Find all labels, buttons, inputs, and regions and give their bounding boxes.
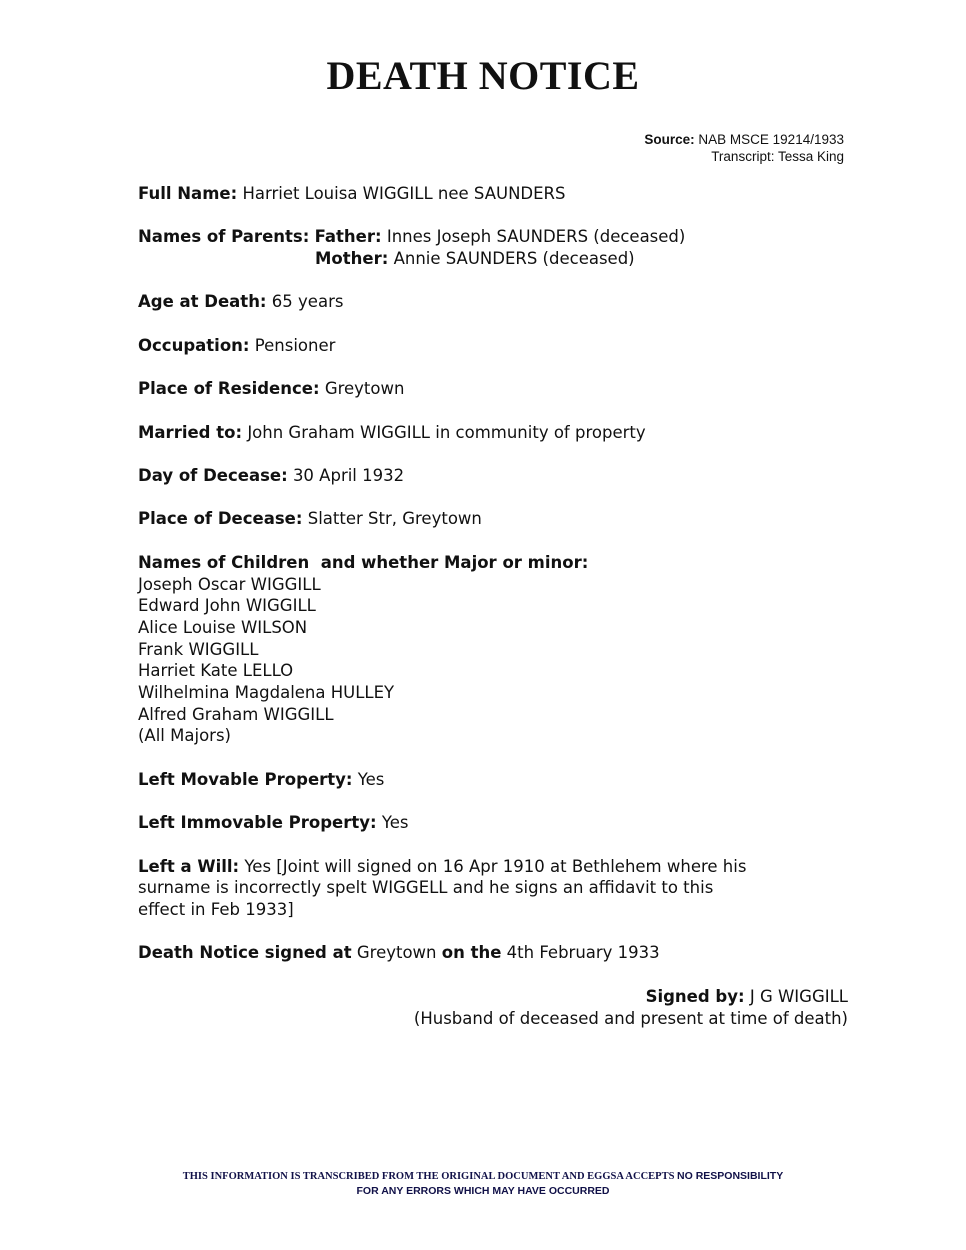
father-label: Father:: [314, 227, 382, 247]
father-value: Innes Joseph SAUNDERS (deceased): [386, 227, 686, 247]
immovable-value: Yes: [381, 813, 409, 833]
disclaimer-text-a: THIS INFORMATION IS TRANSCRIBED FROM THE ORIGINAL DOCUMENT AND EGGSA ACCEPTS: [182, 1171, 678, 1182]
signed-on-label: on the: [441, 943, 502, 963]
children-field: [138, 552, 848, 747]
notice-body: [138, 183, 848, 1029]
mother-value: Annie SAUNDERS (deceased): [393, 249, 635, 269]
list-item: Alice Louise WILSON: [138, 617, 308, 637]
document-title: DEATH NOTICE: [326, 53, 640, 98]
occupation-field: [138, 335, 848, 357]
disclaimer-text-b: NO RESPONSIBILITY: [677, 1170, 784, 1182]
source-line: [644, 131, 844, 148]
will-text-2: surname is incorrectly spelt WIGGELL and he signs an affidavit to this: [138, 878, 714, 898]
movable-property-field: [138, 769, 848, 791]
mother-line: [138, 248, 848, 270]
list-item: Wilhelmina Magdalena HULLEY: [138, 683, 395, 703]
place-of-decease-value: Slatter Str, Greytown: [307, 509, 482, 529]
full-name-label: Full Name:: [138, 184, 238, 203]
list-item: Harriet Kate LELLO: [138, 661, 294, 681]
disclaimer-line-2: FOR ANY ERRORS WHICH MAY HAVE OCCURRED: [356, 1185, 610, 1197]
place-of-decease-field: [138, 508, 848, 530]
disclaimer-line-1: [0, 1169, 966, 1184]
will-label: Left a Will:: [138, 856, 240, 876]
occupation-value: Pensioner: [254, 335, 336, 355]
married-value: John Graham WIGGILL in community of property: [247, 422, 646, 442]
will-field: [138, 856, 848, 921]
residence-label: Place of Residence:: [138, 379, 320, 399]
children-note: (All Majors): [138, 726, 231, 746]
full-name-field: [138, 183, 848, 205]
transcript-line: Transcript: Tessa King: [711, 149, 844, 164]
father-line: [138, 226, 848, 248]
day-of-decease-label: Day of Decease:: [138, 466, 288, 486]
source-label: Source:: [644, 132, 695, 147]
signed-by-note: (Husband of deceased and present at time of death): [413, 1008, 848, 1028]
age-field: [138, 291, 848, 313]
signed-at-field: [138, 942, 848, 964]
occupation-label: Occupation:: [138, 335, 250, 355]
movable-label: Left Movable Property:: [138, 769, 353, 789]
source-value: NAB MSCE 19214/1933: [698, 132, 844, 147]
signed-at-label: Death Notice signed at: [138, 943, 352, 963]
married-label: Married to:: [138, 422, 243, 442]
day-of-decease-field: [138, 465, 848, 487]
list-item: Joseph Oscar WIGGILL: [138, 574, 321, 594]
source-block: [644, 131, 844, 165]
parents-label: Names of Parents:: [138, 227, 310, 247]
residence-value: Greytown: [324, 379, 405, 399]
will-line-1: [138, 856, 848, 878]
list-item: Frank WIGGILL: [138, 639, 259, 659]
signed-at-date: 4th February 1933: [506, 943, 660, 963]
day-of-decease-value: 30 April 1932: [292, 466, 405, 486]
signed-by-field: [138, 986, 848, 1029]
will-text-1: Yes [Joint will signed on 16 Apr 1910 at Bethlehem where his: [244, 856, 747, 876]
age-value: 65 years: [271, 292, 344, 312]
married-field: [138, 422, 848, 444]
list-item: Edward John WIGGILL: [138, 596, 316, 616]
list-item: Alfred Graham WIGGILL: [138, 704, 334, 724]
signed-by-line: [138, 986, 848, 1008]
parents-field: [138, 226, 848, 269]
will-text-3: effect in Feb 1933]: [138, 900, 294, 920]
disclaimer-footer: [0, 1169, 966, 1198]
place-of-decease-label: Place of Decease:: [138, 509, 303, 529]
signed-by-label: Signed by:: [645, 986, 745, 1006]
signed-at-place: Greytown: [356, 943, 437, 963]
full-name-value: Harriet Louisa WIGGILL nee SAUNDERS: [242, 184, 566, 203]
immovable-property-field: [138, 812, 848, 834]
children-label: Names of Children and whether Major or minor:: [138, 552, 589, 572]
mother-label: Mother:: [315, 249, 389, 269]
immovable-label: Left Immovable Property:: [138, 813, 377, 833]
movable-value: Yes: [357, 769, 385, 789]
age-label: Age at Death:: [138, 292, 267, 312]
signed-by-value: J G WIGGILL: [749, 986, 848, 1006]
residence-field: [138, 378, 848, 400]
